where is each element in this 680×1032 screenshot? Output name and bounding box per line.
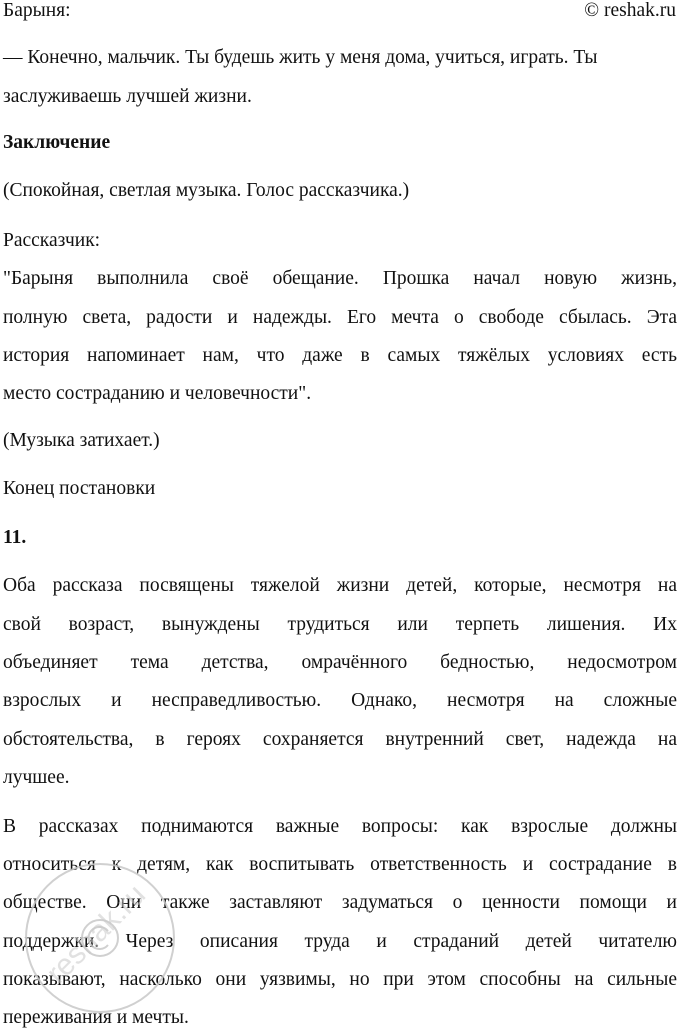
dialogue-line: — Конечно, мальчик. Ты будешь жить у меня дома, учиться, играть. Ты [3, 47, 598, 68]
speaker-label: Барыня: [3, 0, 71, 21]
paragraph-line: обществе. Они также заставляют задуматься о ценности помощи и [3, 892, 677, 913]
paragraph-line: Оба рассказа посвящены тяжелой жизни детей, которые, несмотря на [3, 575, 677, 596]
paragraph-line: взрослых и несправедливостью. Однако, несмотря на сложные [3, 690, 677, 711]
end-text: Конец постановки [3, 478, 156, 499]
paragraph-line: лучшее. [3, 767, 70, 788]
paragraph-line: показывают, насколько они уязвимы, но при этом способны на сильные [3, 969, 677, 990]
stage-direction: (Спокойная, светлая музыка. Голос рассказчика.) [3, 180, 410, 201]
paragraph-line: обстоятельства, в героях сохраняется внутренний свет, надежда на [3, 729, 677, 750]
paragraph-line: объединяет тема детства, омрачённого бедностью, недосмотром [3, 652, 677, 673]
narrator-line: полную света, радости и надежды. Его мечта о свободе сбылась. Эта [3, 307, 677, 328]
watermark-text: reshak.ru [40, 878, 152, 990]
narrator-line: место состраданию и человечности". [3, 383, 312, 404]
paragraph-line: свой возраст, вынуждены трудиться или терпеть лишения. Их [3, 614, 677, 635]
copyright-text: © reshak.ru [584, 0, 676, 21]
task-number: 11. [3, 527, 27, 548]
narrator-line: "Барыня выполнила своё обещание. Прошка начал новую жизнь, [3, 268, 677, 289]
narrator-line: история напоминает нам, что даже в самых тяжёлых условиях есть [3, 345, 677, 366]
paragraph-line: В рассказах поднимаются важные вопросы: как взрослые должны [3, 816, 677, 837]
music-direction: (Музыка затихает.) [3, 430, 160, 451]
paragraph-line: относиться к детям, как воспитывать ответственность и сострадание в [3, 854, 677, 875]
paragraph-line: поддержки. Через описания труда и страданий детей читателю [3, 931, 677, 952]
paragraph-line: переживания и мечты. [3, 1007, 189, 1028]
narrator-label: Рассказчик: [3, 230, 101, 251]
conclusion-heading: Заключение [3, 132, 111, 153]
dialogue-line: заслуживаешь лучшей жизни. [3, 86, 252, 107]
